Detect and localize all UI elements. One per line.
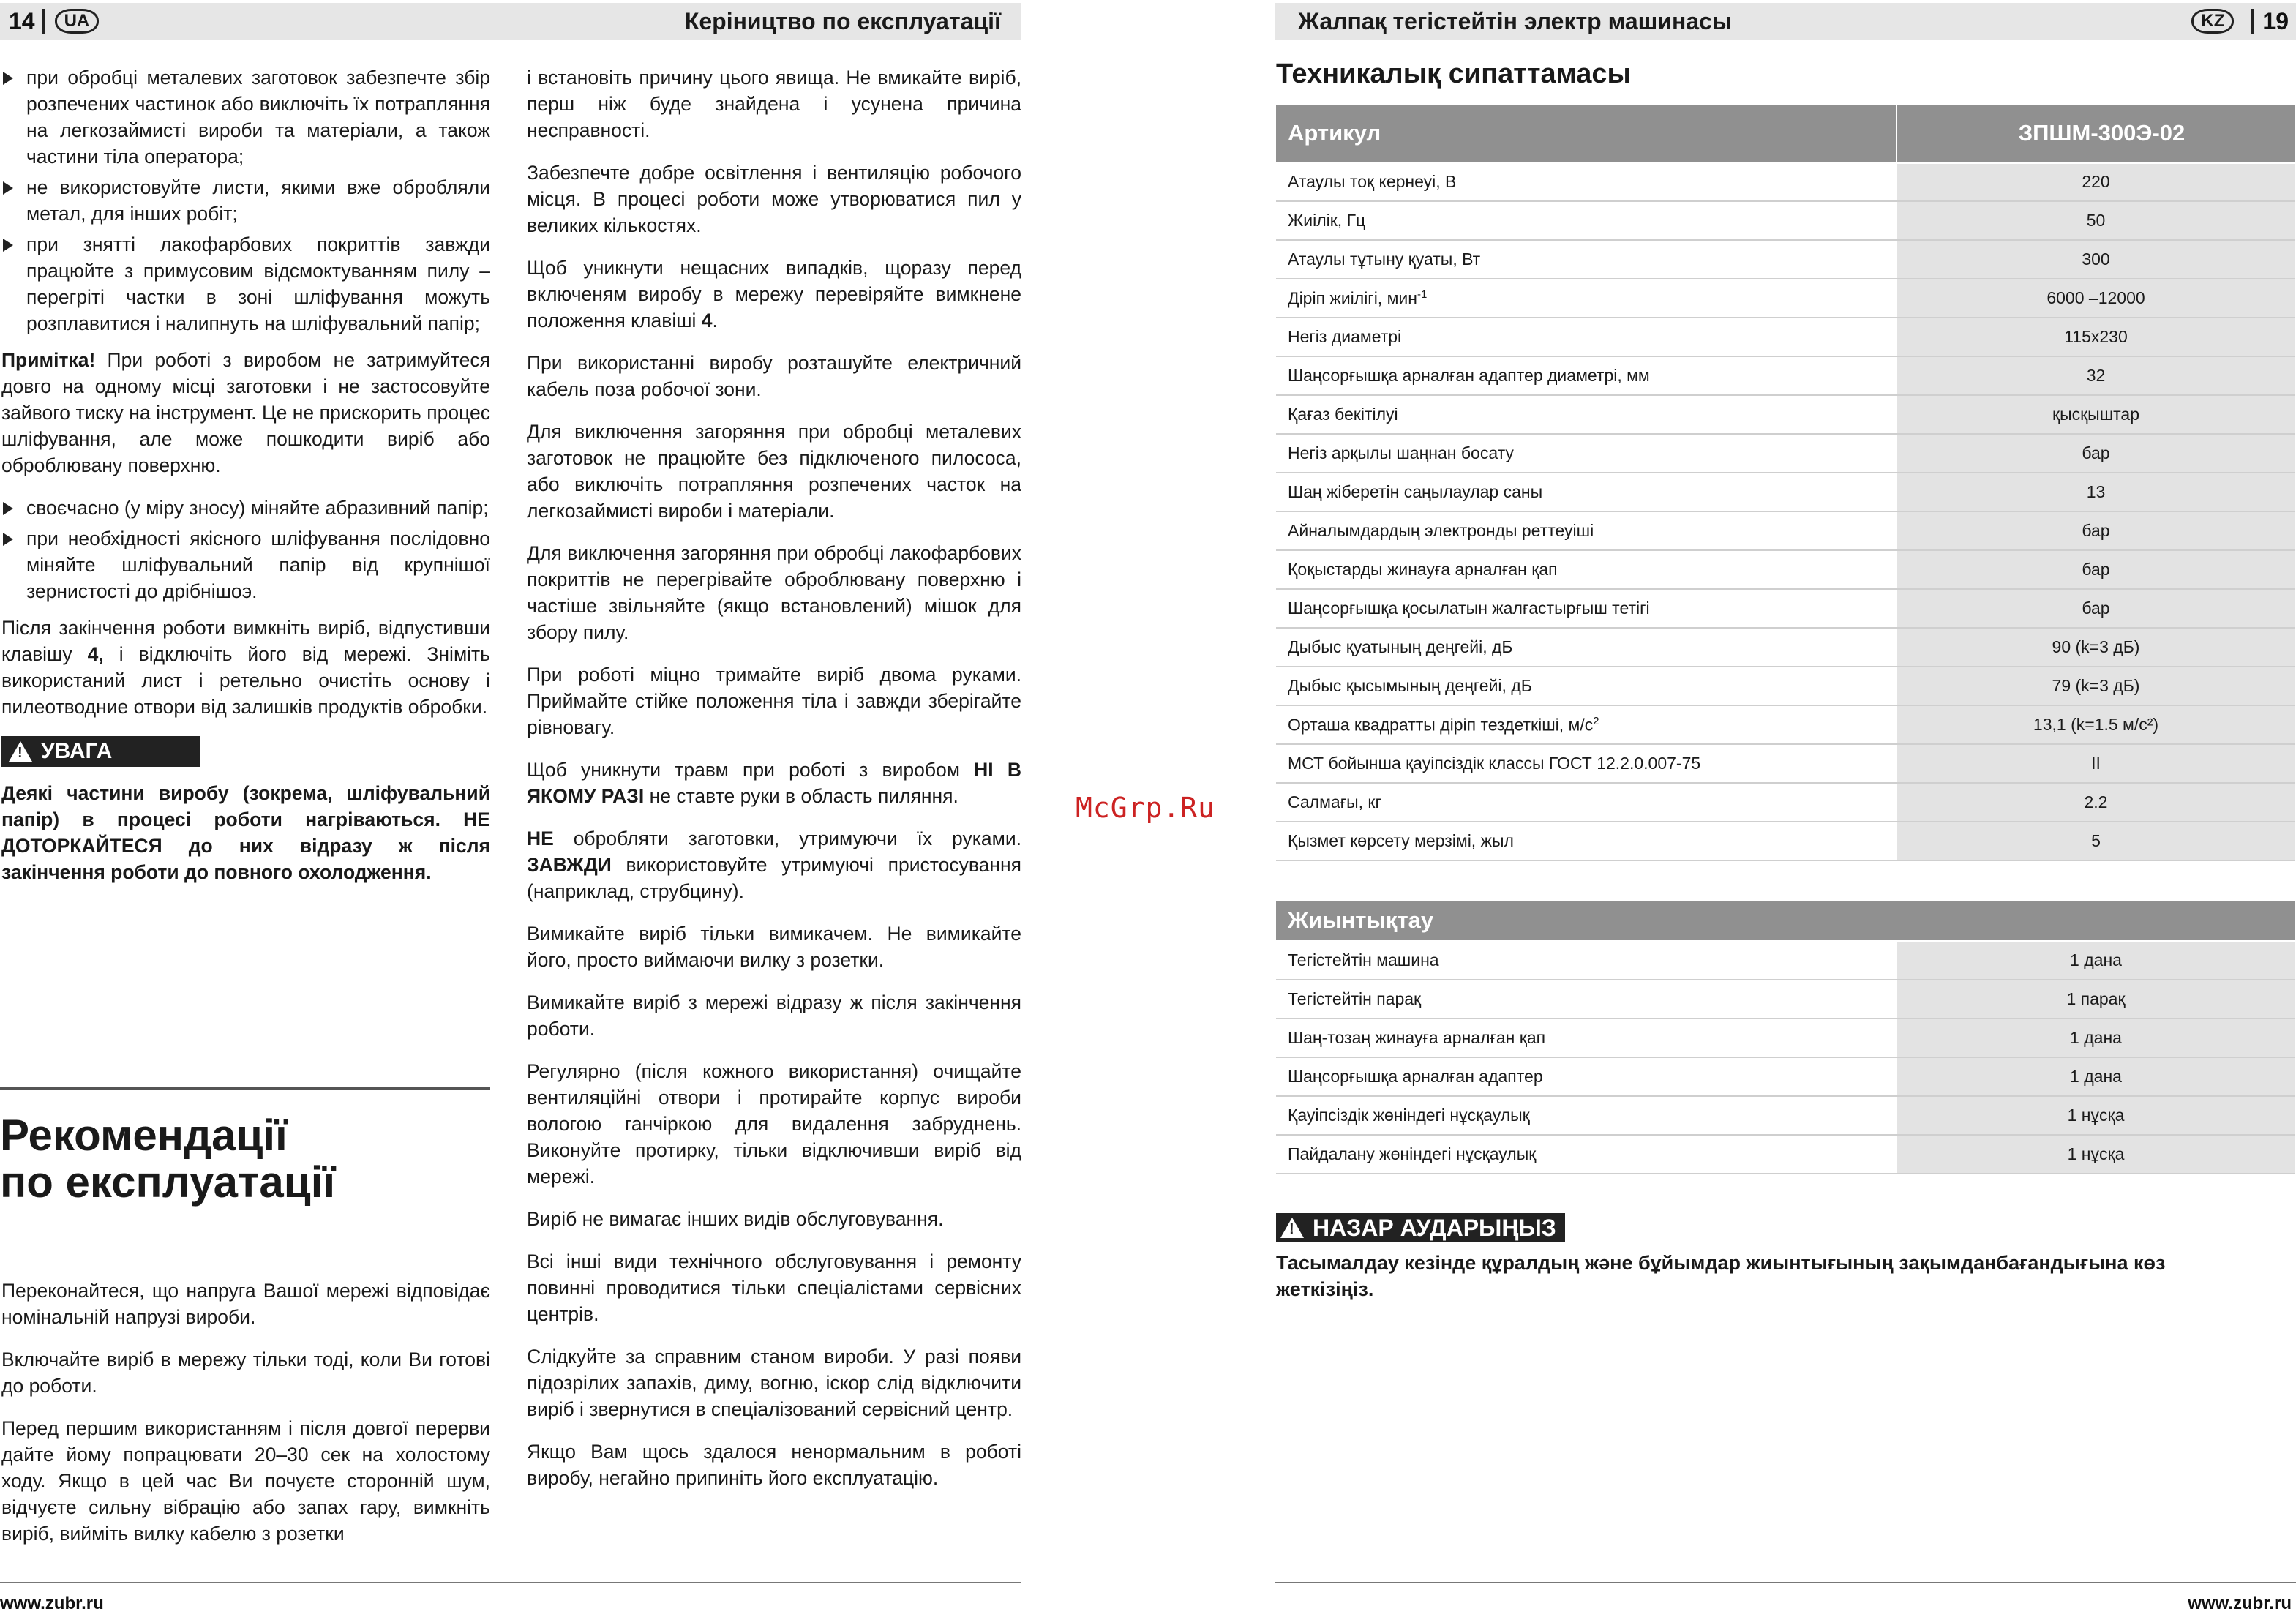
paragraph bbox=[527, 757, 1021, 809]
row-label-text: Атаулы тоқ кернеуі, В bbox=[1288, 172, 1457, 192]
row-label bbox=[1276, 744, 1897, 783]
row-label-text: Салмағы, кг bbox=[1288, 792, 1381, 811]
footer-url[interactable]: www.zubr.ru bbox=[2188, 1594, 2292, 1613]
list-item: при необхідності якісного шліфування послідовно міняйте шліфувальний папір від крупнішої зернистості до дрібнішоэ. bbox=[1, 525, 490, 604]
table-row bbox=[1276, 589, 2295, 628]
table-row bbox=[1276, 434, 2295, 473]
rec-paragraph: Переконайтеся, що напруга Вашої мережі відповідає номінальній напрузі вироби. bbox=[1, 1280, 490, 1328]
lang-badge-kz: KZ bbox=[2191, 9, 2234, 34]
row-label bbox=[1276, 980, 1897, 1018]
row-label-text: Шаңсорғышқа арналған адаптер bbox=[1288, 1067, 1543, 1086]
row-label-text: Шаңсорғышқа арналған адаптер диаметрі, мм bbox=[1288, 366, 1650, 385]
paragraph: Вимикайте виріб з мережі відразу ж після закінчення роботи. bbox=[527, 991, 1021, 1040]
paragraph: Виріб не вимагає інших видів обслуговування. bbox=[527, 1208, 944, 1230]
paragraph: Регулярно (після кожного використання) очищайте вентиляційні отвори і протирайте корпус вироби вологою ганчіркою для видалення забруднень. Виконуйте протирку, тільки відключивши виріб від мережі. bbox=[527, 1060, 1021, 1188]
row-label-text: Шаңсорғышқа қосылатын жалғастырғыш тетігі bbox=[1288, 599, 1650, 618]
left-page-number: 14 bbox=[9, 7, 35, 34]
header-divider bbox=[42, 9, 45, 34]
attention-label: НАЗАР АУДАРЫҢЫЗ bbox=[1313, 1214, 1556, 1241]
paragraph: При використанні виробу розташуйте електричний кабель поза робочої зони. bbox=[527, 352, 1021, 400]
table-row bbox=[1276, 1135, 2295, 1174]
lang-badge-ua: UA bbox=[55, 9, 100, 34]
row-label-text: Дыбыс қуатының деңгейі, дБ bbox=[1288, 637, 1513, 656]
row-label-superscript: 2 bbox=[1593, 714, 1599, 727]
row-value: 300 bbox=[1897, 240, 2295, 279]
row-label-text: Шаң жіберетін саңылаулар саны bbox=[1288, 482, 1543, 501]
bullet-list-1 bbox=[1, 64, 490, 337]
row-label bbox=[1276, 1096, 1897, 1135]
section-title-line-2: по експлуатації bbox=[0, 1158, 336, 1207]
warning-label: УВАГА bbox=[41, 739, 113, 763]
row-value: 6000 –12000 bbox=[1897, 279, 2295, 318]
table-row bbox=[1276, 318, 2295, 356]
note-paragraph bbox=[1, 347, 490, 479]
row-value: II bbox=[1897, 744, 2295, 783]
list-item: не використовуйте листи, якими вже обробляли метал, для інших робіт; bbox=[1, 174, 490, 227]
table-row bbox=[1276, 667, 2295, 705]
table-row bbox=[1276, 162, 2295, 201]
footer-rule bbox=[0, 1582, 1021, 1583]
table-row bbox=[1276, 473, 2295, 511]
row-value: 90 (k=3 дБ) bbox=[1897, 628, 2295, 667]
right-page bbox=[1275, 0, 2296, 1617]
row-label bbox=[1276, 941, 1897, 980]
paragraph: і встановіть причину цього явища. Не вмикайте виріб, перш ніж буде знайдена і усунена причина несправності. bbox=[527, 67, 1021, 141]
row-label-text: Орташа квадратты діріп тездеткіші, м/с bbox=[1288, 715, 1594, 735]
row-label bbox=[1276, 1018, 1897, 1057]
spec-table bbox=[1276, 105, 2295, 861]
row-label bbox=[1276, 822, 1897, 860]
after-work-paragraph bbox=[1, 615, 490, 720]
paragraph: Для виключення загоряння при обробці лакофарбових покриттів не перегрівайте оброблювану поверхню і частіше звільняйте (якщо встановлений) мішок для збору пилу. bbox=[527, 542, 1021, 643]
paragraph: Всі інші види технічного обслуговування і ремонту повинні проводитися тільки спеціалістами сервісних центрів. bbox=[527, 1250, 1021, 1325]
row-label-text: Тегістейтін машина bbox=[1288, 950, 1439, 970]
paragraph: Якщо Вам щось здалося ненормальним в роботі виробу, негайно припиніть його експлуатацію. bbox=[527, 1441, 1021, 1489]
row-label bbox=[1276, 473, 1897, 511]
row-label-text: Қызмет көрсету мерзімі, жыл bbox=[1288, 831, 1514, 850]
spec-header-row bbox=[1276, 105, 2295, 162]
recommendations-text bbox=[1, 1278, 490, 1563]
table-row bbox=[1276, 1018, 2295, 1057]
row-value: бар bbox=[1897, 589, 2295, 628]
paragraph: Забезпечте добре освітлення і вентиляцію робочого місця. В процесі роботи може утворюватися пил у великих кількостях. bbox=[527, 162, 1021, 236]
row-label bbox=[1276, 628, 1897, 667]
row-value: 1 нұсқа bbox=[1897, 1135, 2295, 1174]
text: Щоб уникнути нещасних випадків, щоразу перед включеням виробу в мережу перевіряйте вимкнене положення клавіші bbox=[527, 257, 1021, 331]
emphasis: ЗАВЖДИ bbox=[527, 854, 612, 876]
row-value: 50 bbox=[1897, 201, 2295, 240]
list-item: своєчасно (у міру зносу) міняйте абразивний папір; bbox=[1, 495, 490, 521]
left-page bbox=[0, 0, 1024, 1617]
row-label bbox=[1276, 279, 1897, 318]
table-row bbox=[1276, 628, 2295, 667]
table-row bbox=[1276, 240, 2295, 279]
table-row bbox=[1276, 705, 2295, 744]
paragraph: Слідкуйте за справним станом вироби. У разі появи підозрілих запахів, диму, вогню, іскор слід відключити виріб і звернутися в спеціалізований сервісний центр. bbox=[527, 1346, 1021, 1420]
row-value: 1 парақ bbox=[1897, 980, 2295, 1018]
table-row bbox=[1276, 941, 2295, 980]
row-label bbox=[1276, 667, 1897, 705]
kit-header: Жиынтықтау bbox=[1276, 901, 2295, 941]
row-value: 1 нұсқа bbox=[1897, 1096, 2295, 1135]
table-row bbox=[1276, 356, 2295, 395]
bullet-list-2 bbox=[1, 495, 490, 604]
text: використовуйте утримуючі пристосування (наприклад, струбцину). bbox=[527, 854, 1021, 902]
row-value: 1 дана bbox=[1897, 1018, 2295, 1057]
row-value: 220 bbox=[1897, 162, 2295, 201]
paragraph: Вимикайте виріб тільки вимикачем. Не вимикайте його, просто виймаючи вилку з розетки. bbox=[527, 923, 1021, 971]
after-work-text-2: і відключіть його від мережі. Зніміть використаний лист і ретельно очистіть основу і пилеотводние отвори від залишків продуктів обробки. bbox=[1, 643, 490, 718]
right-header-title: Жалпақ тегістейтін электр машинасы bbox=[1298, 7, 1733, 34]
row-value: бар bbox=[1897, 550, 2295, 589]
footer-url[interactable]: www.zubr.ru bbox=[0, 1594, 104, 1613]
row-value: 13 bbox=[1897, 473, 2295, 511]
text: Щоб уникнути травм при роботі з виробом bbox=[527, 759, 975, 781]
left-column-1 bbox=[1, 64, 490, 901]
left-column-2 bbox=[527, 64, 1021, 1507]
row-label-superscript: -1 bbox=[1417, 288, 1428, 301]
spec-title: Техникалық сипаттамасы bbox=[1276, 59, 1631, 89]
note-text: При роботі з виробом не затримуйтеся довго на одному місці заготовки і не застосовуйте зайвого тиску на інструмент. Це не прискорить процес шліфування, але може пошкодити виріб або оброблювану поверхню. bbox=[1, 349, 490, 476]
row-label-text: Атаулы тұтыну қуаты, Вт bbox=[1288, 250, 1481, 269]
row-value: 5 bbox=[1897, 822, 2295, 860]
paragraph: При роботі міцно тримайте виріб двома руками. Приймайте стійке положення тіла і завжди зберігайте рівновагу. bbox=[527, 664, 1021, 738]
row-label-text: Тегістейтін парақ bbox=[1288, 989, 1422, 1008]
row-value: 115х230 bbox=[1897, 318, 2295, 356]
section-title-line-1: Рекомендації bbox=[0, 1111, 288, 1160]
emphasis: НІ В ЯКОМУ РАЗІ bbox=[527, 759, 1021, 807]
attention-banner bbox=[1276, 1213, 1565, 1242]
kit-header-row bbox=[1276, 901, 2295, 941]
row-label bbox=[1276, 356, 1897, 395]
table-row bbox=[1276, 395, 2295, 434]
warning-banner bbox=[1, 736, 200, 767]
row-value: бар bbox=[1897, 511, 2295, 550]
attention-text: Тасымалдау кезінде құралдың және бұйымдар жиынтығының зақымданбағандығына көз жеткізіңіз. bbox=[1276, 1252, 2166, 1300]
right-page-number: 19 bbox=[2262, 7, 2289, 34]
row-label bbox=[1276, 550, 1897, 589]
row-label-text: Қоқыстарды жинауға арналған қап bbox=[1288, 560, 1558, 579]
table-row bbox=[1276, 279, 2295, 318]
row-label bbox=[1276, 783, 1897, 822]
spec-header-key: Артикул bbox=[1276, 105, 1897, 162]
spec-header-value: ЗПШМ-300Э-02 bbox=[1897, 105, 2295, 162]
row-label-text: Діріп жиілігі, мин bbox=[1288, 288, 1417, 308]
emphasis: НЕ bbox=[527, 828, 554, 849]
table-row bbox=[1276, 744, 2295, 783]
table-row bbox=[1276, 201, 2295, 240]
left-header-bar bbox=[0, 3, 1021, 40]
row-label bbox=[1276, 1135, 1897, 1174]
rec-paragraph: Перед першим використанням і після довгої перерви дайте йому попрацювати 20–30 сек на холостому ходу. Якщо в цей час Ви почуєте сторонній шум, відчуєте сильну вібрацію або запах гару, вимкніть виріб, вийміть вилку кабелю з розетки bbox=[1, 1417, 490, 1545]
row-label bbox=[1276, 201, 1897, 240]
row-label-text: Пайдалану жөніндегі нұсқаулық bbox=[1288, 1144, 1537, 1163]
row-label bbox=[1276, 434, 1897, 473]
row-label bbox=[1276, 511, 1897, 550]
header-divider bbox=[2251, 9, 2254, 34]
row-label-text: Негіз диаметрі bbox=[1288, 327, 1402, 346]
row-value: бар bbox=[1897, 434, 2295, 473]
row-value: 1 дана bbox=[1897, 1057, 2295, 1096]
section-rule bbox=[0, 1087, 490, 1090]
row-label-text: Жиілік, Гц bbox=[1288, 211, 1366, 230]
section-title bbox=[0, 1112, 335, 1206]
paragraph: Для виключення загоряння при обробці металевих заготовок не працюйте без підключеного пилососа, або виключіть потрапляння розпечених часток на легкозаймисті вироби і матеріали. bbox=[527, 421, 1021, 522]
table-row bbox=[1276, 822, 2295, 860]
key-number: 4 bbox=[701, 309, 713, 331]
row-label-text: Қағаз бекітілуі bbox=[1288, 405, 1398, 424]
table-row bbox=[1276, 1057, 2295, 1096]
row-value: 13,1 (k=1.5 м/с²) bbox=[1897, 705, 2295, 744]
row-label bbox=[1276, 589, 1897, 628]
row-label-text: МСТ бойынша қауіпсіздік классы ГОСТ 12.2.0.007-75 bbox=[1288, 754, 1701, 773]
warning-text: Деякі частини виробу (зокрема, шліфувальний папір) в процесі роботи нагріваються. НЕ ДОТОРКАЙТЕСЯ до них відразу ж після закінчення роботи до повного охолодження. bbox=[1, 782, 490, 883]
text: не ставте руки в область пиляння. bbox=[644, 785, 958, 807]
text: обробляти заготовки, утримуючи їх руками. bbox=[553, 828, 1021, 849]
table-row bbox=[1276, 783, 2295, 822]
row-label-text: Негіз арқылы шаңнан босату bbox=[1288, 443, 1514, 462]
key-number: 4, bbox=[87, 643, 104, 665]
kit-table bbox=[1276, 901, 2295, 1174]
after-work-text: Після закінчення роботи вимкніть виріб, відпустивши клавішу bbox=[1, 617, 490, 665]
row-label bbox=[1276, 162, 1897, 201]
watermark: McGrp.Ru bbox=[1076, 792, 1216, 824]
row-value: 79 (k=3 дБ) bbox=[1897, 667, 2295, 705]
table-row bbox=[1276, 980, 2295, 1018]
row-value: 1 дана bbox=[1897, 941, 2295, 980]
warning-triangle-icon: ! bbox=[1280, 1218, 1304, 1238]
list-item: при обробці металевих заготовок забезпечте збір розпечених частинок або виключіть їх потрапляння на легкозаймисті вироби та матеріали, а також частини тіла оператора; bbox=[1, 64, 490, 170]
row-label bbox=[1276, 318, 1897, 356]
row-label bbox=[1276, 240, 1897, 279]
note-label: Примітка! bbox=[1, 349, 96, 371]
paragraph bbox=[527, 255, 1021, 334]
row-value: 32 bbox=[1897, 356, 2295, 395]
list-item: при знятті лакофарбових покриттів завжди працюйте з примусовим відсмоктуванням пилу – перегріті частки в зоні шліфування можуть розплавитися і налипнуть на шліфувальний папір; bbox=[1, 231, 490, 337]
row-label-text: Дыбыс қысымының деңгейі, дБ bbox=[1288, 676, 1532, 695]
warning-triangle-icon: ! bbox=[9, 741, 32, 762]
row-value: қысқыштар bbox=[1897, 395, 2295, 434]
table-row bbox=[1276, 550, 2295, 589]
row-value: 2.2 bbox=[1897, 783, 2295, 822]
row-label-text: Айналымдардың электронды реттеуіші bbox=[1288, 521, 1594, 540]
table-row bbox=[1276, 511, 2295, 550]
right-header-bar bbox=[1275, 3, 2296, 40]
text: . bbox=[712, 309, 718, 331]
table-row bbox=[1276, 1096, 2295, 1135]
row-label-text: Қауіпсіздік жөніндегі нұсқаулық bbox=[1288, 1106, 1530, 1125]
footer-rule bbox=[1275, 1582, 2296, 1583]
paragraph bbox=[527, 825, 1021, 904]
left-header-title: Керіництво по експлуатації bbox=[684, 7, 1001, 34]
row-label bbox=[1276, 705, 1897, 744]
row-label-text: Шаң-тозаң жинауға арналған қап bbox=[1288, 1028, 1546, 1047]
row-label bbox=[1276, 1057, 1897, 1096]
row-label bbox=[1276, 395, 1897, 434]
rec-paragraph: Включайте виріб в мережу тільки тоді, коли Ви готові до роботи. bbox=[1, 1348, 490, 1397]
